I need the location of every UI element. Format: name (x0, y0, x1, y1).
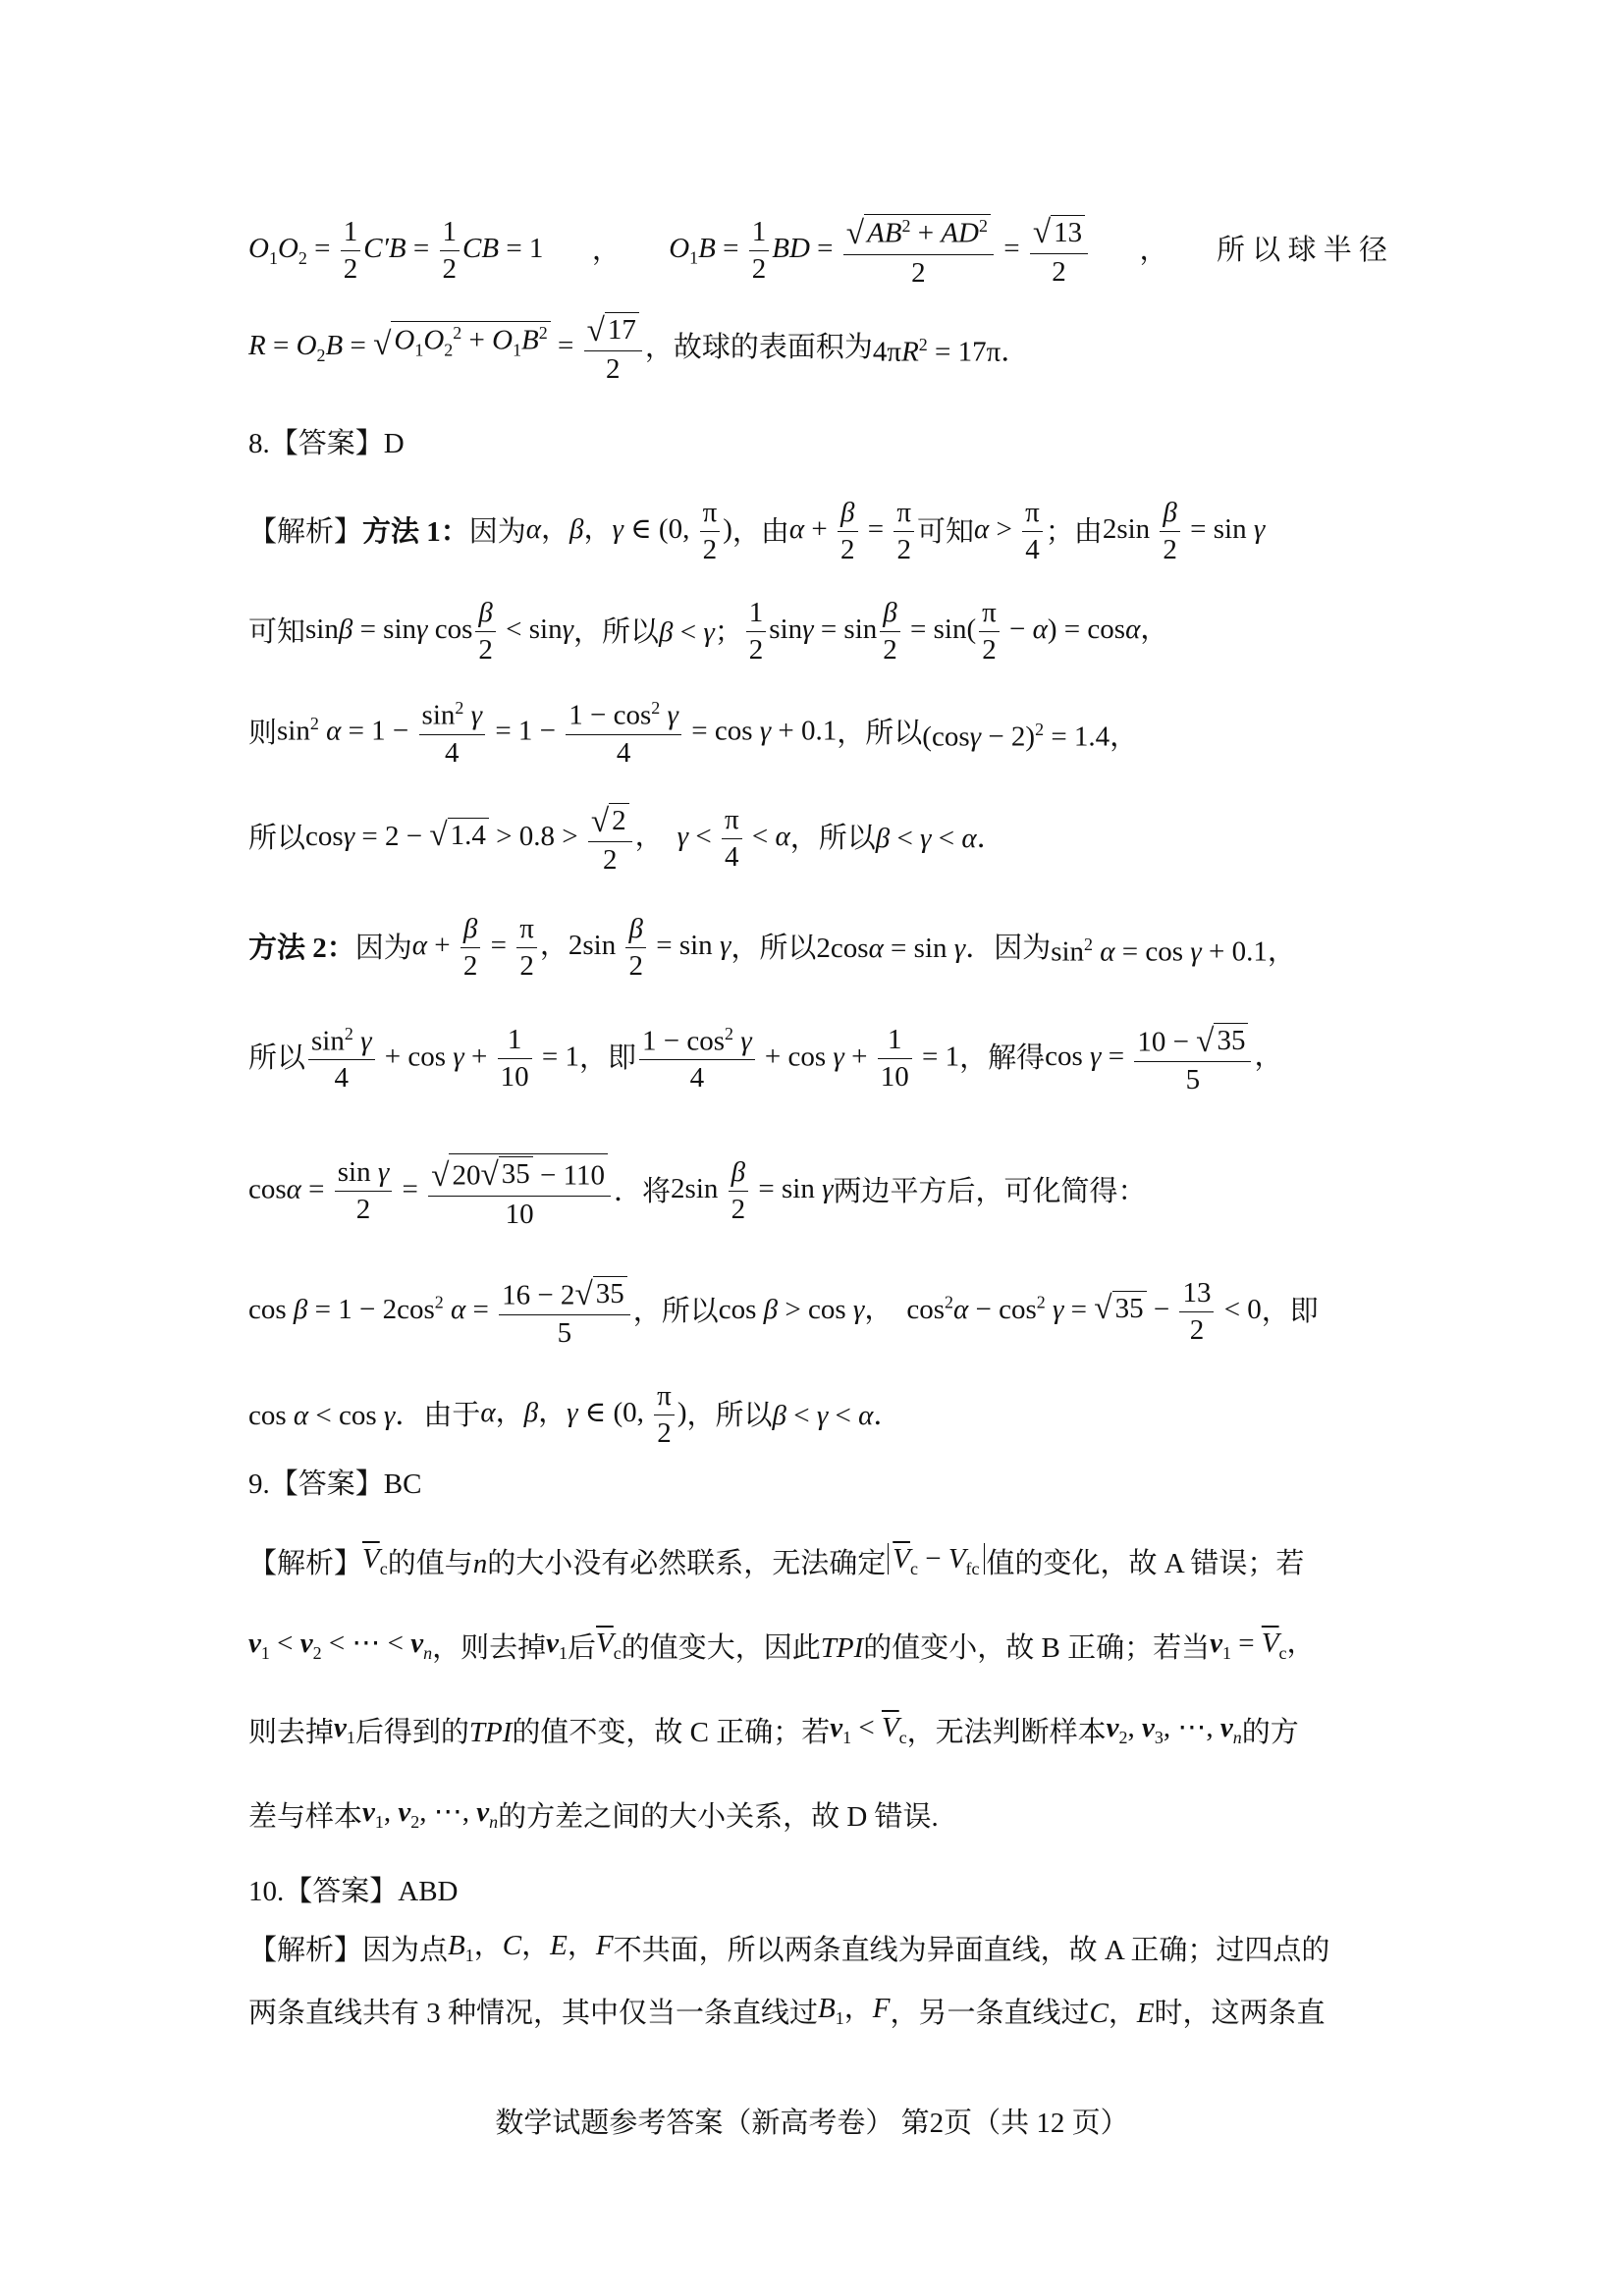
text: 的方 (1241, 1716, 1299, 1748)
formula: $v_1 < v_2$ < ⋯ < $v_n$ (248, 1628, 433, 1663)
formula-area: $4\pi R^2 = 17\pi$． (872, 334, 1030, 368)
text: ，所以 (837, 717, 923, 749)
text: ．因为 (965, 932, 1052, 964)
formula: β < γ < α． (875, 823, 1005, 855)
line-q10-1 (248, 1924, 1387, 1977)
formula: cosα = $\frac{\text{sin γ}}{2}$ = √ 20 √ 35 − 110 10 (248, 1153, 614, 1229)
line-q8-method1-2 (248, 599, 1387, 665)
text-method-1: 方法 1： (362, 515, 469, 548)
text: ，故球的表面积为 (644, 332, 873, 364)
line-q8-method1-1 (248, 499, 1387, 564)
text: ，则去掉 (432, 1631, 547, 1664)
text: ，所以 (632, 1296, 719, 1328)
formula: β < γ； (659, 615, 743, 648)
formula: 2sin $\frac{\beta}{2}$ = sin γ (1102, 497, 1266, 565)
formula: cos γ = 10 − √ 35 5 ， (1045, 1022, 1283, 1095)
formula: $v_1$, $v_2$, ⋯, $v_n$ (362, 1796, 499, 1832)
text: 可知 (248, 615, 306, 648)
comma: ， (591, 235, 621, 267)
text: 的值不变，故 C 正确；若 (512, 1716, 831, 1748)
line-q8-method2-2 (248, 1023, 1387, 1095)
text: 后得到的 (354, 1716, 469, 1748)
text: 后 (568, 1631, 597, 1664)
line-q8-method2-4 (248, 1276, 1387, 1348)
line-q8-method2-3 (248, 1153, 1387, 1229)
formula-radius: $R = O_2B$ = √ $O_1O_2^2 + O_1B^2$ = √ 17 2 (248, 312, 645, 384)
formula: cos α < cos γ (248, 1399, 396, 1431)
formula: $\overline{V}_c - V_{fc}$ (886, 1537, 986, 1590)
line-q10-2 (248, 1987, 1387, 2040)
line-q8-method2-1 (248, 915, 1387, 981)
text: ，即 (578, 1042, 636, 1075)
text: 的值变大，因此 (621, 1631, 821, 1664)
text: 则去掉 (248, 1716, 335, 1748)
text: ，无法判断样本 (906, 1716, 1107, 1748)
formula: cos β > cos γ， $\cos^2\alpha - \cos^2 \gamma$ = √ 35 − $\frac{13}{2}$ < 0 (718, 1276, 1262, 1346)
formula: $\sin^2 \alpha = 1$ − $\frac{\sin^2 \gamma}{4}$ = 1 − $\frac{1 - \cos^2 \gamma}{4}$ = cos γ + 0.1 (277, 698, 838, 769)
formula-o1b: $O_1B$ = $\frac{1}{2}$ BD = √ $AB^2 + AD^2$ 2 = √ 13 2 (669, 214, 1091, 288)
text: ，所以 (573, 615, 660, 648)
formula: $v_1$ (546, 1628, 568, 1663)
formula: $\cos \beta = 1 - 2\cos^2$ α = 16 − 2 √ 35 5 (248, 1276, 633, 1348)
line-q8-method2-5 (248, 1382, 1387, 1448)
text: ，所以 (731, 932, 817, 964)
formula: $\overline{V}_c$ (362, 1543, 388, 1578)
question-8-answer: 8.【答案】D (248, 428, 405, 459)
text-analysis-label: 【解析】 (248, 1934, 363, 1966)
text: 值的变化，故 A 错误；若 (986, 1547, 1305, 1579)
line-sphere-radius-1 (248, 214, 1387, 288)
line-q8-method1-3 (248, 699, 1387, 768)
text: ．将 (614, 1175, 672, 1207)
formula: $\frac{1 - \cos^2 \gamma}{4}$ + cos γ + $\frac{1}{10}$ = 1 (636, 1025, 959, 1094)
comma: ， (1139, 235, 1168, 267)
formula: α，β，γ ∈ (0, $\frac{\pi}{2}$ ) (480, 1380, 687, 1449)
formula: 2cosα = sin γ (816, 932, 966, 964)
text: 不共面，所以两条直线为异面直线，故 A 正确；过四点的 (613, 1934, 1330, 1966)
text-analysis-label: 【解析】 (248, 515, 363, 548)
text: 因为点 (362, 1934, 449, 1966)
line-q9-3 (248, 1706, 1387, 1759)
formula: TPI (820, 1631, 864, 1664)
formula: 2sin $\frac{\beta}{2}$ = sin γ (671, 1156, 834, 1226)
question-9-answer: 9.【答案】BC (248, 1468, 422, 1500)
text: 差与样本 (248, 1800, 363, 1833)
text: 的值与 (387, 1547, 473, 1579)
formula: $B_1$，F (818, 1993, 891, 2028)
formula: $v_1 < \overline{V}_c$ (830, 1712, 907, 1747)
formula: $v_1 = \overline{V}_c$， (1210, 1628, 1316, 1663)
text: 两边平方后，可化简得： (833, 1175, 1147, 1207)
text: 的方差之间的大小关系，故 D 错误. (498, 1800, 939, 1833)
formula: β < γ < α． (772, 1399, 902, 1431)
page-footer: 数学试题参考答案（新高考卷） 第2页（共 12 页） (495, 2108, 1129, 2139)
formula: $(\cos\gamma - 2)^2 = 1.4$， (922, 720, 1139, 753)
line-q9-2 (248, 1622, 1387, 1675)
text: 两条直线共有 3 种情况，其中仅当一条直线过 (248, 1997, 819, 2029)
line-q8-method1-4 (248, 803, 1387, 875)
formula: $v_2$, $v_3$, ⋯, $v_n$ (1106, 1712, 1242, 1747)
line-q9-4 (248, 1790, 1387, 1843)
text: 所以 (248, 1042, 306, 1075)
text: 所以 (248, 823, 306, 855)
formula: $\overline{V}_c$ (596, 1628, 622, 1663)
line-sphere-radius-2 (248, 312, 1387, 384)
text-radius-label: 所 以 球 半 径 (1216, 235, 1387, 267)
text: 因为 (354, 932, 412, 964)
line-q9-1 (248, 1537, 1387, 1590)
formula: sinβ = sinγ cos $\frac{\beta}{2}$ < sinγ (305, 597, 574, 666)
text: ，即 (1261, 1296, 1319, 1328)
text: 时，这两条直 (1154, 1997, 1326, 2029)
text: ，由 (731, 515, 789, 548)
formula: α，β，γ ∈ (0, $\frac{\pi}{2}$ ) (525, 497, 732, 565)
formula-o1o2: $O_1O_2$ = $\frac{1}{2}$ C′B = $\frac{1}{2}$ CB = 1 (248, 215, 544, 285)
formula: α + $\frac{\beta}{2}$ = $\frac{\pi}{2}$ (789, 499, 917, 564)
text: ，另一条直线过 (890, 1997, 1090, 2029)
text: ；由 (1045, 515, 1103, 548)
formula: cosγ = 2 − √ 1.4 > 0.8 > √ 2 2 ， γ < $\frac{\pi}{4}$ < α (305, 802, 790, 876)
text: ．由于 (395, 1399, 481, 1431)
text: 则 (248, 717, 278, 749)
formula: C，E (1089, 1997, 1155, 2029)
formula: α > $\frac{\pi}{4}$ (974, 499, 1046, 564)
formula: $\sin^2 \alpha = \cos \gamma + 0.1$， (1051, 934, 1296, 968)
text-method-2: 方法 2： (248, 932, 355, 964)
text: 的值变小，故 B 正确；若当 (863, 1631, 1211, 1664)
formula: $v_1$ (334, 1712, 355, 1747)
text: ，解得 (959, 1042, 1046, 1075)
formula: n (472, 1547, 488, 1579)
formula: TPI (468, 1716, 513, 1748)
text: 可知 (917, 515, 975, 548)
question-10-answer: 10.【答案】ABD (248, 1876, 459, 1907)
text: 因为 (468, 515, 526, 548)
text: ，所以 (789, 823, 876, 855)
formula: $\frac{1}{2}$ sinγ = sin $\frac{\beta}{2}$ = sin( $\frac{\pi}{2}$ − α) = cosα， (743, 599, 1169, 665)
text: ，所以 (686, 1399, 773, 1431)
formula: $B_1$，C，E，F (448, 1930, 614, 1965)
formula: α + $\frac{\beta}{2}$ = $\frac{\pi}{2}$ ，2sin $\frac{\beta}{2}$ = sin γ (411, 913, 731, 982)
formula: $\frac{\sin^2 \gamma}{4}$ + cos γ + $\frac{1}{10}$ = 1 (305, 1025, 579, 1094)
text: 的大小没有必然联系，无法确定 (487, 1547, 887, 1579)
text-analysis-label: 【解析】 (248, 1547, 363, 1579)
